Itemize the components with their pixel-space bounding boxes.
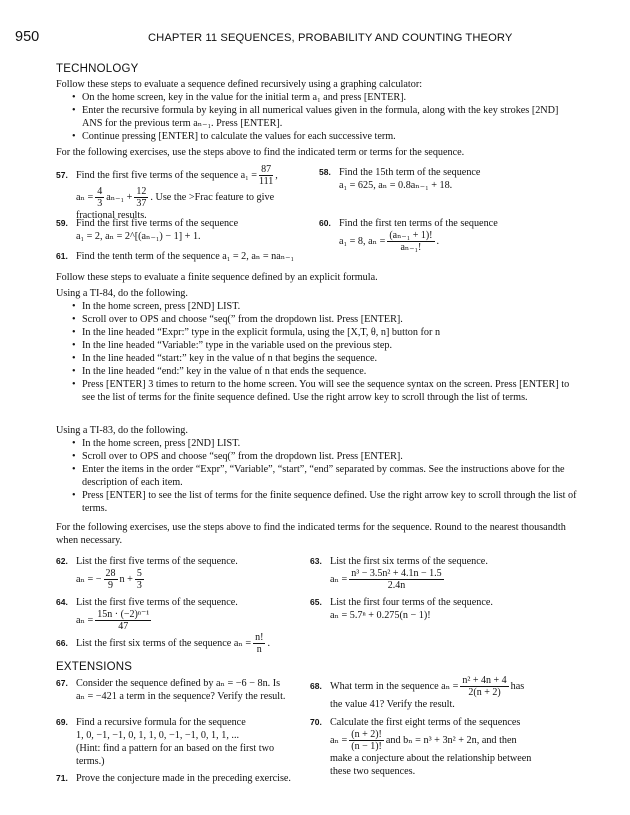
exercise-58 [319, 166, 579, 192]
formula-part: aₙ = [330, 734, 348, 746]
technology-intro: Follow these steps to evaluate a sequence defined recursively using a graphing calculator: [56, 79, 423, 90]
fraction [387, 230, 434, 253]
exercise-number: 69. [56, 717, 68, 727]
exercise-69 [56, 716, 306, 768]
instructions-2: For the following exercises, use the steps above to find the indicated terms for the sequence. Round to the nearest thousandth when necessary. [56, 522, 566, 546]
list-item: • Continue pressing [ENTER] to calculate the values for each successive term. [56, 130, 578, 143]
list-item: • On the home screen, key in the value for the initial term a₁ and press [ENTER]. [56, 91, 578, 104]
list-item: • In the home screen, press [2ND] LIST. [56, 300, 578, 313]
denominator: 2(n + 2) [468, 687, 501, 698]
list-item: • Scroll over to OPS and choose “seq(” from the dropdown list. Press [ENTER]. [56, 450, 578, 463]
ti83-intro: Using a TI-83, do the following. [56, 425, 188, 436]
denominator: 47 [118, 621, 129, 632]
technology-bullets [56, 91, 578, 143]
instructions: For the following exercises, use the steps above to find the indicated term or terms for the sequence. [56, 147, 465, 158]
denominator: 111 [259, 176, 274, 187]
exercise-text: aₙ = −421 a term in the sequence? Verify the result. [76, 691, 286, 702]
numerator: (n + 2)! [351, 729, 382, 740]
list-item: • Enter the recursive formula by keying in all numerical values given in the formula, along with the key strokes [2ND] ANS for the previous term aₙ₋₁. Press [ENTER]. [56, 104, 578, 130]
fraction [95, 186, 104, 209]
exercise-number: 64. [56, 597, 68, 607]
denominator: 3 [136, 580, 142, 591]
exercise-text: List the first four terms of the sequence. [330, 597, 493, 608]
exercise-number: 65. [310, 597, 322, 607]
exercise-63 [310, 555, 580, 591]
exercise-62 [56, 555, 306, 591]
denominator: 37 [136, 198, 147, 209]
exercise-64 [56, 596, 306, 632]
exercise-number: 70. [310, 717, 322, 727]
exercise-text: Find a recursive formula for the sequence [76, 717, 246, 728]
fraction [134, 186, 148, 209]
formula: a₁ = 2, aₙ = 2^[(aₙ₋₁) − 1] + 1. [76, 231, 201, 242]
exercise-number: 71. [56, 773, 68, 783]
denominator: 3 [97, 198, 103, 209]
ti83-bullets [56, 437, 578, 515]
list-item: • In the line headed “start:” key in the value of n that begins the sequence. [56, 352, 578, 365]
formula: aₙ = 5.7ⁿ + 0.275(n − 1)! [330, 610, 431, 621]
exercise-71 [56, 772, 316, 785]
exercise-70 [310, 716, 585, 778]
exercise-text: Find the 15th term of the sequence [339, 167, 481, 178]
numerator: 87 [259, 164, 273, 176]
fraction [349, 568, 443, 591]
exercise-text: Find the first ten terms of the sequence [339, 218, 498, 229]
denominator: (n − 1)! [351, 741, 382, 752]
formula-part: aₙ = [330, 573, 348, 585]
formula: a₁ = 625, aₙ = 0.8aₙ₋₁ + 18. [339, 180, 453, 191]
exercise-text: (Hint: find a pattern for an based on the first two [76, 743, 275, 754]
exercise-text: Find the first five terms of the sequence a₁ = [76, 169, 258, 181]
fraction [135, 568, 144, 591]
section-title-technology: TECHNOLOGY [56, 63, 139, 75]
list-item: • In the line headed “end:” key in the value of n that ends the sequence. [56, 365, 578, 378]
exercise-text: fractional results. [76, 210, 147, 221]
ti84-bullets [56, 300, 578, 404]
denominator: n [256, 644, 262, 655]
exercise-text: What term in the sequence aₙ = [330, 680, 459, 692]
numerator: (aₙ₋₁ + 1)! [389, 230, 433, 241]
exercise-text: Find the tenth term of the sequence a₁ = 2, aₙ = naₙ₋₁ [76, 251, 295, 262]
formula-part: aₙ = − [76, 573, 102, 585]
formula-part: aₙ₋₁ + [106, 191, 133, 203]
exercise-66 [56, 632, 356, 655]
chapter-header: CHAPTER 11 SEQUENCES, PROBABILITY AND COUNTING THEORY [148, 32, 513, 44]
fraction [104, 568, 118, 591]
exercise-number: 67. [56, 678, 68, 688]
numerator: n³ − 3.5n² + 4.1n − 1.5 [351, 568, 442, 579]
denominator: 9 [108, 580, 114, 591]
exercise-61 [56, 250, 316, 263]
exercise-68 [310, 675, 585, 711]
exercise-text: the value 41? Verify the result. [330, 699, 455, 710]
page-number: 950 [15, 29, 40, 45]
denominator: aₙ₋₁! [400, 242, 422, 253]
exercise-57: 57. Find the first five terms of the sequence a₁ = $\frac{87}{111}$ , aₙ = $\frac{4}{3}$ aₙ₋₁ + $\frac{12}{37}$ . Use the >Frac feature to give fractional results. [56, 164, 306, 222]
exercise-67 [56, 677, 306, 703]
list-item: • Press [ENTER] 3 times to return to the home screen. You will see the sequence syntax on the screen. Press [ENTER] to see the list of terms for the finite sequence defined. Use the right arrow key to scroll through the list of terms. [56, 378, 578, 404]
exercise-text: 1, 0, −1, −1, 0, 1, 1, 0, −1, −1, 0, 1, 1, ... [76, 730, 240, 741]
denominator: 2.4n [387, 580, 406, 591]
exercise-text: has [510, 680, 525, 692]
list-item: • Enter the items in the order “Expr”, “Variable”, “start”, “end” separated by commas. See the instructions above for the description of each item. [56, 463, 578, 489]
fraction [460, 675, 508, 698]
exercise-text: Calculate the first eight terms of the sequences [330, 717, 521, 728]
exercise-text: List the first six terms of the sequence aₙ = [76, 637, 252, 649]
exercise-60 [319, 217, 579, 253]
exercise-65 [310, 596, 580, 622]
list-item: • Press [ENTER] to see the list of terms for the finite sequence defined. Use the right arrow key to scroll through the list of terms. [56, 489, 578, 515]
numerator: n! [255, 632, 264, 643]
formula-part: aₙ = [76, 191, 94, 203]
formula-part: and bₙ = n³ + 3n² + 2n, and then [385, 734, 517, 746]
numerator: 15n · (−2)ⁿ⁻¹ [97, 609, 150, 620]
exercise-59 [56, 217, 306, 243]
ti84-intro: Using a TI-84, do the following. [56, 288, 188, 299]
exercise-number: 61. [56, 251, 68, 261]
exercise-text: make a conjecture about the relationship between [330, 753, 532, 764]
fraction [95, 609, 151, 632]
fraction [259, 164, 273, 187]
fraction [349, 729, 384, 752]
explicit-intro: Follow these steps to evaluate a finite sequence defined by an explicit formula. [56, 272, 378, 283]
exercise-text: List the first five terms of the sequence. [76, 556, 238, 567]
list-item: • In the line headed “Variable:” type in the variable used on the previous step. [56, 339, 578, 352]
numerator: 4 [97, 186, 103, 197]
numerator: 28 [105, 568, 116, 579]
list-item: • Scroll over to OPS and choose “seq(” from the dropdown list. Press [ENTER]. [56, 313, 578, 326]
formula-part: . [436, 235, 440, 247]
formula-part: aₙ = [76, 614, 94, 626]
exercise-text: these two sequences. [330, 766, 416, 777]
exercise-number: 68. [310, 680, 322, 691]
exercise-text: List the first five terms of the sequence. [76, 597, 238, 608]
numerator: n² + 4n + 4 [462, 675, 507, 686]
exercise-number: 57. [56, 169, 68, 180]
formula-part: n + [119, 573, 133, 585]
section-title-extensions: EXTENSIONS [56, 661, 133, 673]
numerator: 12 [136, 186, 147, 197]
exercise-number: 58. [319, 167, 331, 177]
exercise-number: 60. [319, 218, 331, 228]
list-item: • In the line headed “Expr:” type in the explicit formula, using the [X,T, θ, n] button for n [56, 326, 578, 339]
exercise-text: Prove the conjecture made in the preceding exercise. [76, 773, 291, 784]
fraction [253, 632, 265, 655]
exercise-number: 63. [310, 556, 322, 566]
list-item: • In the home screen, press [2ND] LIST. [56, 437, 578, 450]
numerator: 5 [136, 568, 142, 579]
exercise-text: terms.) [76, 756, 105, 767]
exercise-number: 66. [56, 637, 68, 648]
exercise-text: Find the first five terms of the sequence [76, 218, 239, 229]
exercise-number: 59. [56, 218, 68, 228]
formula-part: . Use the >Frac feature to give [150, 191, 275, 203]
formula-part: a₁ = 8, aₙ = [339, 235, 386, 247]
formula-part: . [267, 637, 270, 649]
exercise-text: List the first six terms of the sequence. [330, 556, 488, 567]
exercise-text: Consider the sequence defined by aₙ = −6 − 8n. Is [76, 678, 281, 689]
exercise-number: 62. [56, 556, 68, 566]
